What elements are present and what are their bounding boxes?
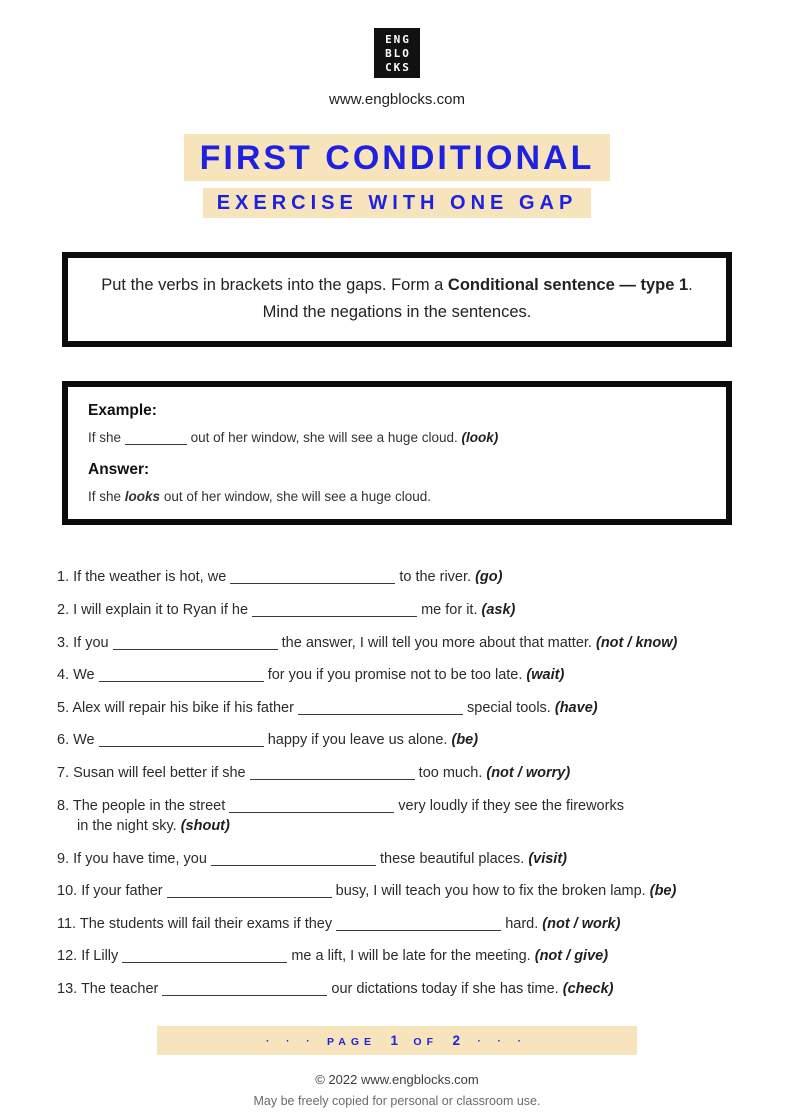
exercise-text-pre: I will explain it to Ryan if he — [73, 602, 249, 619]
verb-hint: (have) — [554, 699, 598, 716]
example-sentence — [88, 429, 706, 448]
verb-hint: (not / work) — [542, 915, 621, 932]
exercise-text-pre: The teacher — [80, 980, 159, 997]
answer-blank — [113, 636, 278, 649]
instructions-text-1: Put the verbs in brackets into the gaps. Form a — [101, 276, 448, 295]
answer-sentence-post: out of her window, she will see a huge cloud. — [163, 488, 431, 504]
answer-blank — [162, 983, 327, 996]
verb-hint: (not / give) — [534, 948, 609, 965]
exercise-text-pre: Alex will repair his bike if his father — [72, 699, 294, 716]
verb-hint: (not / know) — [595, 634, 678, 651]
verb-hint: (check) — [562, 980, 614, 997]
page-subtitle: EXERCISE WITH ONE GAP — [203, 188, 592, 218]
answer-sentence — [88, 488, 706, 507]
answer-blank — [298, 701, 463, 714]
exercise-row — [57, 946, 737, 967]
exercise-number: 12. — [57, 948, 78, 965]
verb-hint: (wait) — [526, 667, 565, 684]
verb-hint: (be) — [649, 883, 677, 900]
example-blank — [125, 432, 187, 444]
exercise-number: 4. — [57, 667, 70, 684]
exercise-number: 5. — [57, 699, 70, 716]
exercise-text-pre: If you have time, you — [73, 850, 207, 867]
verb-hint: (ask) — [481, 602, 516, 619]
instructions-bold-text: Conditional sentence — type 1 — [447, 276, 689, 295]
verb-hint: (be) — [451, 732, 479, 749]
exercise-text-pre: The people in the street — [72, 797, 226, 814]
verb-hint: (shout) — [180, 818, 230, 835]
instructions-text-2: . Mind the negations in the sentences. — [262, 276, 693, 322]
exercise-number: 8. — [57, 797, 70, 814]
logo-line-1: ENG — [385, 33, 411, 46]
engblocks-logo — [374, 28, 420, 78]
instructions-box — [62, 252, 732, 346]
exercise-text-pre: Susan will feel better if she — [73, 764, 246, 781]
answer-blank — [167, 885, 332, 898]
page-dots-left: · · · — [266, 1035, 317, 1047]
answer-blank — [211, 852, 376, 865]
exercise-text-pre: If you — [73, 634, 109, 651]
answer-verb: looks — [124, 488, 161, 504]
answer-blank — [122, 950, 287, 963]
exercise-text-pre: We — [73, 667, 95, 684]
exercise-list — [57, 567, 737, 999]
exercise-text-post: me a lift, I will be late for the meeting. — [291, 948, 531, 965]
answer-blank — [99, 669, 264, 682]
page-total-number: 2 — [452, 1032, 461, 1048]
exercise-number: 6. — [57, 732, 70, 749]
exercise-row — [57, 849, 737, 870]
answer-sentence-pre: If she — [88, 488, 122, 504]
exercise-row — [57, 698, 737, 719]
copyright-text: © 2022 www.engblocks.com — [315, 1071, 479, 1087]
verb-hint: (go) — [475, 569, 503, 586]
answer-blank — [229, 799, 394, 812]
logo-line-2: BLO — [385, 46, 411, 60]
exercise-text-post: hard. — [505, 915, 539, 932]
answer-blank — [250, 767, 415, 780]
exercise-number: 2. — [57, 602, 70, 619]
exercise-row — [57, 914, 737, 935]
page-indicator — [157, 1026, 637, 1055]
verb-hint: (visit) — [528, 850, 567, 867]
page-title: FIRST CONDITIONAL — [184, 134, 611, 181]
exercise-row — [57, 600, 737, 621]
exercise-text-post: busy, I will teach you how to fix the broken lamp. — [335, 883, 646, 900]
exercise-text-post: too much. — [418, 764, 483, 781]
exercise-text-post: the answer, I will tell you more about that matter. — [281, 634, 592, 651]
website-url: www.engblocks.com — [329, 91, 465, 109]
answer-blank — [230, 571, 395, 584]
exercise-row — [57, 567, 737, 588]
exercise-number: 11. — [57, 915, 77, 932]
exercise-text-pre: We — [73, 732, 95, 749]
exercise-number: 3. — [57, 634, 70, 651]
exercise-text-pre: If your father — [81, 883, 163, 900]
exercise-row — [57, 730, 737, 751]
example-box — [62, 381, 732, 526]
exercise-text-post: to the river. — [399, 569, 472, 586]
exercise-row — [57, 979, 737, 1000]
exercise-row — [57, 881, 737, 902]
exercise-text-line2: in the night sky. — [77, 818, 177, 835]
example-sentence-pre: If she — [88, 429, 122, 445]
example-label: Example: — [88, 401, 157, 419]
exercise-number: 10. — [57, 883, 78, 900]
page-dots-right: · · · — [477, 1035, 528, 1047]
exercise-number: 1. — [57, 569, 70, 586]
exercise-text-post: these beautiful places. — [379, 850, 525, 867]
exercise-number: 7. — [57, 764, 70, 781]
exercise-text-pre: The students will fail their exams if they — [79, 915, 333, 932]
page-of-label: OF — [413, 1035, 439, 1048]
exercise-text-pre: If Lilly — [81, 948, 119, 965]
exercise-text-post: special tools. — [467, 699, 551, 716]
logo-line-3: CKS — [385, 60, 411, 74]
exercise-row — [57, 796, 737, 837]
title-block — [0, 134, 794, 218]
exercise-number: 13. — [57, 980, 78, 997]
exercise-text-post: me for it. — [421, 602, 478, 619]
exercise-text-post: happy if you leave us alone. — [267, 732, 448, 749]
example-verb-hint: (look) — [461, 429, 499, 445]
exercise-text-post: very loudly if they see the fireworks — [398, 797, 624, 814]
exercise-row — [57, 763, 737, 784]
exercise-text-pre: If the weather is hot, we — [73, 569, 227, 586]
answer-blank — [99, 734, 264, 747]
exercise-text-post: for you if you promise not to be too late. — [267, 667, 523, 684]
exercise-row — [57, 633, 737, 654]
exercise-text-post: our dictations today if she has time. — [331, 980, 559, 997]
page-current-number: 1 — [390, 1032, 399, 1048]
answer-blank — [252, 604, 417, 617]
license-note: May be freely copied for personal or classroom use. — [253, 1093, 541, 1108]
page-label: PAGE — [327, 1035, 376, 1048]
exercise-number: 9. — [57, 850, 70, 867]
verb-hint: (not / worry) — [486, 764, 571, 781]
example-sentence-post: out of her window, she will see a huge cloud. — [190, 429, 458, 445]
answer-blank — [336, 918, 501, 931]
answer-label: Answer: — [88, 460, 150, 478]
exercise-row — [57, 665, 737, 686]
